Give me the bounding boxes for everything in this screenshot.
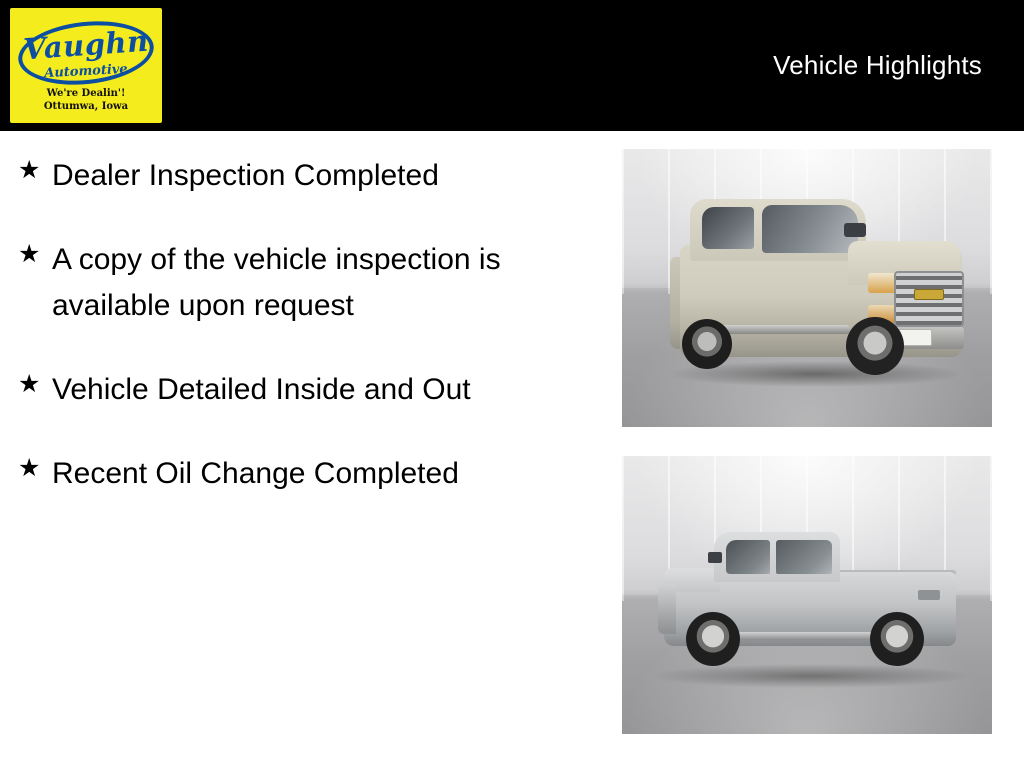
truck-front-window [726, 540, 770, 574]
truck-badge [918, 590, 940, 600]
truck-rear-window [702, 207, 754, 249]
logo-tagline-1: We're Dealin'! [46, 88, 126, 99]
logo-brand-text: Vaughn [22, 23, 150, 67]
star-icon: ★ [18, 156, 41, 184]
truck-front-wheel [846, 317, 904, 375]
vehicle-photo-side [622, 456, 992, 734]
list-item [14, 153, 594, 199]
highlight-text: Dealer Inspection Completed [52, 159, 439, 192]
truck-rear-window [776, 540, 832, 574]
content-area [0, 131, 1024, 768]
truck-front-end [658, 584, 676, 634]
list-item [14, 237, 594, 329]
highlight-text: Vehicle Detailed Inside and Out [52, 373, 471, 406]
chevrolet-bowtie-icon [914, 289, 944, 300]
highlights-list [14, 153, 594, 535]
star-icon: ★ [18, 240, 41, 268]
truck-rear-wheel [870, 612, 924, 666]
list-item [14, 451, 594, 497]
truck-rear-wheel [682, 319, 732, 369]
list-item [14, 367, 594, 413]
vehicle-photo-front [622, 149, 992, 427]
highlight-text: Recent Oil Change Completed [52, 457, 459, 490]
dealer-logo [10, 8, 162, 123]
logo-sub-text: Automotive [43, 61, 129, 82]
truck-mirror [844, 223, 866, 237]
truck-front-wheel [686, 612, 740, 666]
header-bar [0, 0, 1024, 131]
page-title: Vehicle Highlights [773, 50, 982, 80]
star-icon: ★ [18, 370, 41, 398]
star-icon: ★ [18, 454, 41, 482]
vehicle-shadow [652, 664, 970, 688]
truck-running-board [734, 632, 874, 640]
highlight-text: A copy of the vehicle inspection is available upon request [52, 243, 501, 322]
logo-tagline-2: Ottumwa, Iowa [43, 101, 129, 112]
truck-running-board [714, 325, 850, 334]
truck-mirror [708, 552, 722, 563]
